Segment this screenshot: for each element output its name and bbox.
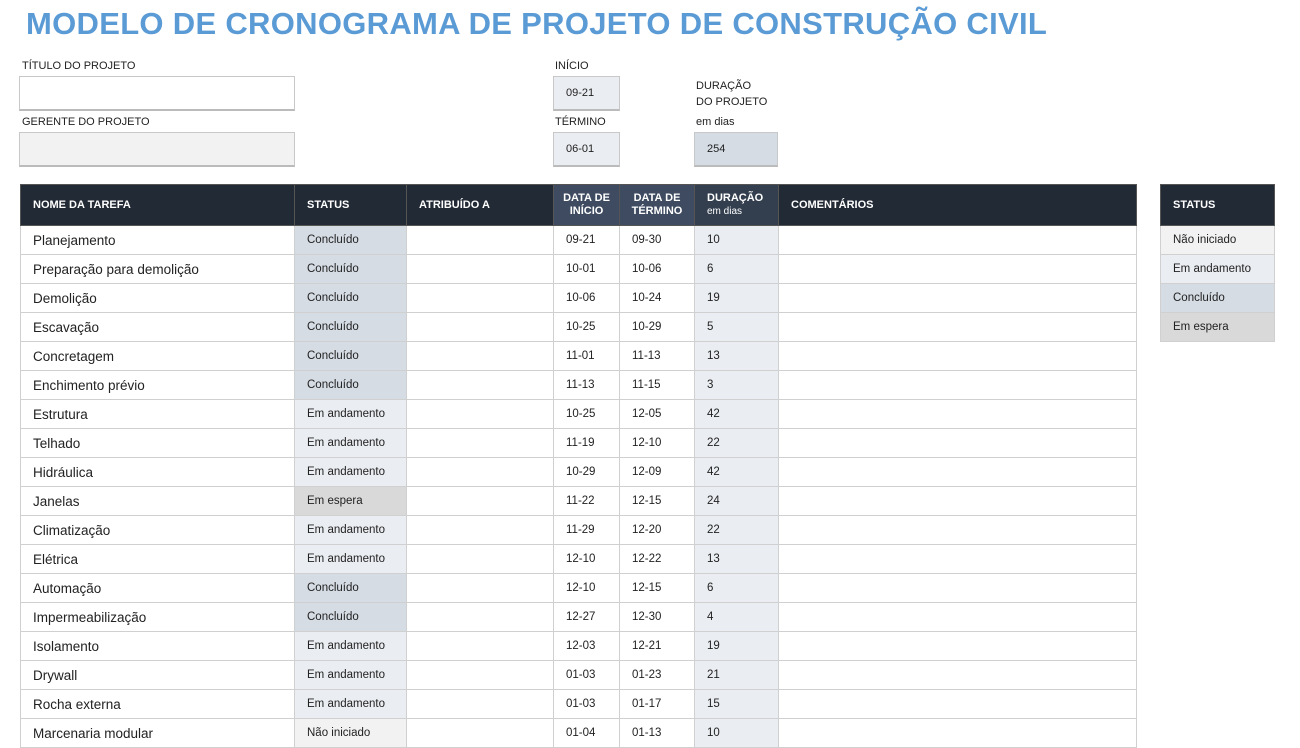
task-comments[interactable]: [779, 400, 1137, 429]
table-row: [21, 690, 1137, 719]
end-date-field[interactable]: 06-01: [553, 132, 620, 167]
task-status[interactable]: Em andamento: [295, 632, 407, 661]
task-end[interactable]: 12-21: [620, 632, 695, 661]
task-status[interactable]: Em andamento: [295, 458, 407, 487]
task-duration[interactable]: 6: [695, 574, 779, 603]
task-end[interactable]: 12-30: [620, 603, 695, 632]
project-title-label: TÍTULO DO PROJETO: [22, 60, 136, 72]
task-name[interactable]: Automação: [21, 574, 295, 603]
table-row: [21, 284, 1137, 313]
task-name[interactable]: Janelas: [21, 487, 295, 516]
task-name[interactable]: Planejamento: [21, 226, 295, 255]
task-duration[interactable]: 5: [695, 313, 779, 342]
task-assigned[interactable]: [407, 690, 554, 719]
task-assigned[interactable]: [407, 342, 554, 371]
task-duration[interactable]: 19: [695, 284, 779, 313]
task-status[interactable]: Não iniciado: [295, 719, 407, 748]
task-duration[interactable]: 42: [695, 458, 779, 487]
task-comments[interactable]: [779, 487, 1137, 516]
table-row: [21, 661, 1137, 690]
table-row: [21, 603, 1137, 632]
legend-item: Em espera: [1161, 313, 1275, 342]
task-end[interactable]: 12-10: [620, 429, 695, 458]
task-end[interactable]: 10-24: [620, 284, 695, 313]
task-start[interactable]: 09-21: [554, 226, 620, 255]
task-name[interactable]: Marcenaria modular: [21, 719, 295, 748]
project-title-field[interactable]: [19, 76, 295, 111]
task-end[interactable]: 01-23: [620, 661, 695, 690]
legend-item: Não iniciado: [1161, 226, 1275, 255]
task-start[interactable]: 10-01: [554, 255, 620, 284]
task-name[interactable]: Estrutura: [21, 400, 295, 429]
task-status[interactable]: Concluído: [295, 284, 407, 313]
task-duration[interactable]: 24: [695, 487, 779, 516]
task-status[interactable]: Concluído: [295, 255, 407, 284]
task-comments[interactable]: [779, 690, 1137, 719]
task-start[interactable]: 10-06: [554, 284, 620, 313]
task-duration[interactable]: 13: [695, 545, 779, 574]
table-row: [21, 429, 1137, 458]
table-row: [21, 516, 1137, 545]
task-end[interactable]: 01-13: [620, 719, 695, 748]
task-end[interactable]: 12-15: [620, 487, 695, 516]
task-duration[interactable]: 22: [695, 516, 779, 545]
task-start[interactable]: 11-22: [554, 487, 620, 516]
duration-label-2: DO PROJETO: [696, 96, 768, 108]
task-assigned[interactable]: [407, 284, 554, 313]
task-assigned[interactable]: [407, 574, 554, 603]
task-start[interactable]: 10-29: [554, 458, 620, 487]
task-comments[interactable]: [779, 545, 1137, 574]
table-row: [21, 487, 1137, 516]
table-row: [21, 400, 1137, 429]
task-status[interactable]: Concluído: [295, 226, 407, 255]
task-end[interactable]: 11-13: [620, 342, 695, 371]
task-assigned[interactable]: [407, 429, 554, 458]
start-label: INÍCIO: [555, 60, 589, 72]
task-name[interactable]: Isolamento: [21, 632, 295, 661]
task-status[interactable]: Em andamento: [295, 545, 407, 574]
task-assigned[interactable]: [407, 458, 554, 487]
task-end[interactable]: 09-30: [620, 226, 695, 255]
task-assigned[interactable]: [407, 226, 554, 255]
end-label: TÉRMINO: [555, 116, 606, 128]
task-status[interactable]: Em andamento: [295, 400, 407, 429]
task-name[interactable]: Climatização: [21, 516, 295, 545]
task-duration[interactable]: 6: [695, 255, 779, 284]
task-duration[interactable]: 22: [695, 429, 779, 458]
task-start[interactable]: 01-03: [554, 661, 620, 690]
task-table: [20, 184, 1137, 748]
legend-item: Concluído: [1161, 284, 1275, 313]
task-name[interactable]: Preparação para demolição: [21, 255, 295, 284]
header-duration-unit: em dias: [707, 206, 743, 217]
task-start[interactable]: 12-10: [554, 574, 620, 603]
task-comments[interactable]: [779, 574, 1137, 603]
task-duration[interactable]: 3: [695, 371, 779, 400]
page-title: MODELO DE CRONOGRAMA DE PROJETO DE CONSTRUÇÃO CIVIL: [26, 6, 1048, 41]
task-assigned[interactable]: [407, 313, 554, 342]
task-assigned[interactable]: [407, 661, 554, 690]
task-comments[interactable]: [779, 284, 1137, 313]
task-comments[interactable]: [779, 371, 1137, 400]
legend-header: STATUS: [1161, 185, 1275, 226]
task-name[interactable]: Elétrica: [21, 545, 295, 574]
task-start[interactable]: 10-25: [554, 313, 620, 342]
header-comments: COMENTÁRIOS: [779, 185, 1137, 226]
task-name[interactable]: Telhado: [21, 429, 295, 458]
table-row: [21, 545, 1137, 574]
project-manager-field[interactable]: [19, 132, 295, 167]
start-date-field[interactable]: 09-21: [553, 76, 620, 111]
task-end[interactable]: 10-06: [620, 255, 695, 284]
task-start[interactable]: 01-03: [554, 690, 620, 719]
task-assigned[interactable]: [407, 400, 554, 429]
task-start[interactable]: 12-27: [554, 603, 620, 632]
task-assigned[interactable]: [407, 487, 554, 516]
task-end[interactable]: 12-15: [620, 574, 695, 603]
task-end[interactable]: 12-05: [620, 400, 695, 429]
task-status[interactable]: Em andamento: [295, 661, 407, 690]
task-end[interactable]: 12-22: [620, 545, 695, 574]
task-status[interactable]: Concluído: [295, 574, 407, 603]
table-row: [21, 255, 1137, 284]
table-row: [21, 632, 1137, 661]
task-name[interactable]: Hidráulica: [21, 458, 295, 487]
task-status[interactable]: Em andamento: [295, 690, 407, 719]
task-comments[interactable]: [779, 342, 1137, 371]
task-assigned[interactable]: [407, 255, 554, 284]
task-assigned[interactable]: [407, 545, 554, 574]
task-name[interactable]: Rocha externa: [21, 690, 295, 719]
task-status[interactable]: Concluído: [295, 342, 407, 371]
task-start[interactable]: 11-01: [554, 342, 620, 371]
task-end[interactable]: 11-15: [620, 371, 695, 400]
task-end[interactable]: 12-09: [620, 458, 695, 487]
task-duration[interactable]: 10: [695, 719, 779, 748]
task-comments[interactable]: [779, 603, 1137, 632]
header-assigned: ATRIBUÍDO A: [407, 185, 554, 226]
task-status[interactable]: Concluído: [295, 313, 407, 342]
task-duration[interactable]: 4: [695, 603, 779, 632]
table-row: [21, 226, 1137, 255]
task-status[interactable]: Concluído: [295, 603, 407, 632]
task-start[interactable]: 11-19: [554, 429, 620, 458]
header-duration-label: DURAÇÃO: [707, 192, 764, 204]
header-duration: [695, 185, 779, 226]
task-comments[interactable]: [779, 226, 1137, 255]
task-duration[interactable]: 15: [695, 690, 779, 719]
duration-unit-label: em dias: [696, 116, 735, 128]
header-status: STATUS: [295, 185, 407, 226]
task-name[interactable]: Drywall: [21, 661, 295, 690]
project-duration-value: 254: [694, 132, 778, 167]
task-comments[interactable]: [779, 661, 1137, 690]
task-start[interactable]: 11-13: [554, 371, 620, 400]
task-duration[interactable]: 21: [695, 661, 779, 690]
task-name[interactable]: Enchimento prévio: [21, 371, 295, 400]
duration-label-1: DURAÇÃO: [696, 80, 752, 92]
task-end[interactable]: 12-20: [620, 516, 695, 545]
header-name: NOME DA TAREFA: [21, 185, 295, 226]
task-assigned[interactable]: [407, 371, 554, 400]
task-end[interactable]: 01-17: [620, 690, 695, 719]
table-row: [21, 342, 1137, 371]
task-comments[interactable]: [779, 255, 1137, 284]
task-duration[interactable]: 19: [695, 632, 779, 661]
task-status[interactable]: Em andamento: [295, 516, 407, 545]
task-assigned[interactable]: [407, 632, 554, 661]
header-end: DATA DE TÉRMINO: [620, 185, 695, 226]
task-start[interactable]: 12-03: [554, 632, 620, 661]
task-comments[interactable]: [779, 516, 1137, 545]
task-duration[interactable]: 10: [695, 226, 779, 255]
task-start[interactable]: 01-04: [554, 719, 620, 748]
task-comments[interactable]: [779, 458, 1137, 487]
task-status[interactable]: Em espera: [295, 487, 407, 516]
status-legend: [1160, 184, 1275, 342]
task-assigned[interactable]: [407, 516, 554, 545]
task-start[interactable]: 12-10: [554, 545, 620, 574]
table-row: [21, 371, 1137, 400]
task-status[interactable]: Concluído: [295, 371, 407, 400]
table-row: [21, 719, 1137, 748]
task-name[interactable]: Concretagem: [21, 342, 295, 371]
task-name[interactable]: Impermeabilização: [21, 603, 295, 632]
task-assigned[interactable]: [407, 719, 554, 748]
task-duration[interactable]: 42: [695, 400, 779, 429]
table-row: [21, 574, 1137, 603]
task-comments[interactable]: [779, 632, 1137, 661]
table-row: [21, 313, 1137, 342]
header-start: DATA DE INÍCIO: [554, 185, 620, 226]
task-status[interactable]: Em andamento: [295, 429, 407, 458]
table-header-row: [21, 185, 1137, 226]
task-comments[interactable]: [779, 719, 1137, 748]
legend-item: Em andamento: [1161, 255, 1275, 284]
table-row: [21, 458, 1137, 487]
task-name[interactable]: Escavação: [21, 313, 295, 342]
task-name[interactable]: Demolição: [21, 284, 295, 313]
task-end[interactable]: 10-29: [620, 313, 695, 342]
task-assigned[interactable]: [407, 603, 554, 632]
task-duration[interactable]: 13: [695, 342, 779, 371]
task-start[interactable]: 10-25: [554, 400, 620, 429]
task-start[interactable]: 11-29: [554, 516, 620, 545]
task-comments[interactable]: [779, 313, 1137, 342]
project-manager-label: GERENTE DO PROJETO: [22, 116, 150, 128]
task-comments[interactable]: [779, 429, 1137, 458]
